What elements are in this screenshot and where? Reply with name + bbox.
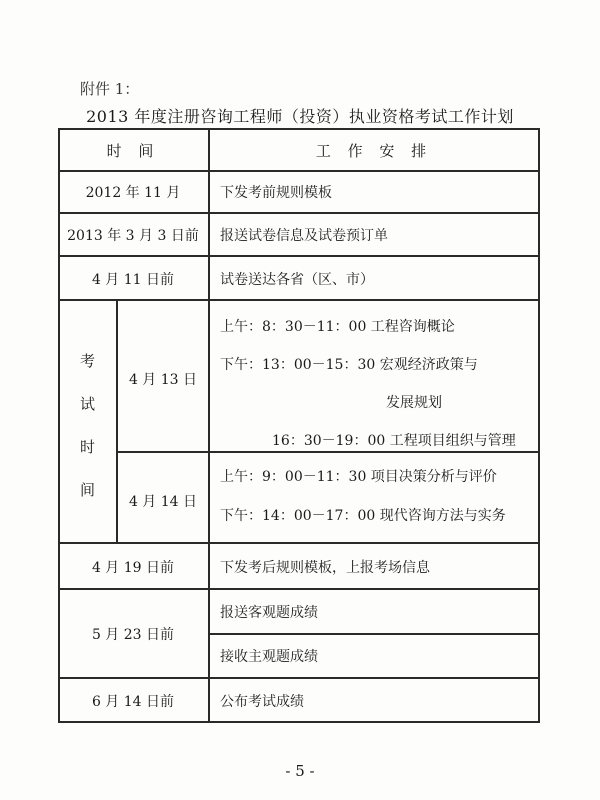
- rule-row-0523: [58, 677, 540, 679]
- rule-row1: [58, 212, 540, 214]
- row-time: 6 月 14 日前: [91, 694, 175, 710]
- exam-label-char: 时: [80, 438, 96, 456]
- header-time: 时 间: [106, 142, 160, 160]
- row-time: 5 月 23 日前: [91, 627, 175, 643]
- row-time: 4 月 19 日前: [91, 560, 175, 576]
- row-time: 2012 年 11 月: [85, 185, 181, 201]
- exam-line: 上午：8：30－11：00 工程咨询概论: [220, 319, 455, 335]
- row-work: 试卷送达各省（区、市）: [220, 272, 374, 288]
- row-time: 4 月 11 日前: [91, 272, 175, 288]
- rule-top: [58, 128, 540, 130]
- row-work: 报送客观题成绩: [220, 605, 318, 621]
- page-number: - 5 -: [285, 762, 315, 780]
- row-work: 接收主观题成绩: [220, 649, 318, 665]
- rule-row-0419: [58, 588, 540, 590]
- rule-day-split: [116, 451, 540, 453]
- row-work: 下发考前规则模板: [220, 185, 332, 201]
- rule-header: [58, 170, 540, 172]
- rule-right: [538, 128, 540, 723]
- exam-label-char: 考: [80, 352, 96, 370]
- rule-col-split: [208, 128, 210, 723]
- exam-line: 发展规划: [386, 395, 442, 411]
- row-time: 2013 年 3 月 3 日前: [67, 228, 199, 244]
- rule-row2: [58, 255, 540, 257]
- exam-label-char: 间: [80, 481, 96, 499]
- document-title: 2013 年度注册咨询工程师（投资）执业资格考试工作计划: [86, 107, 514, 126]
- rule-row-0523-split: [208, 633, 540, 635]
- exam-date: 4 月 13 日: [128, 372, 198, 388]
- rule-row3: [58, 299, 540, 301]
- rule-exam-end: [58, 542, 540, 544]
- row-work: 报送试卷信息及试卷预订单: [220, 228, 388, 244]
- exam-line: 16：30－19：00 工程项目组织与管理: [272, 433, 516, 449]
- row-work: 公布考试成绩: [220, 694, 304, 710]
- work-plan-table: [58, 128, 540, 723]
- rule-bottom: [58, 721, 540, 723]
- row-work: 下发考后规则模板，上报考场信息: [220, 560, 430, 576]
- exam-line: 上午：9：00－11：30 项目决策分析与评价: [220, 469, 497, 485]
- attachment-label: 附件 1：: [80, 80, 140, 98]
- exam-label-char: 试: [80, 395, 96, 413]
- exam-line: 下午：14：00－17：00 现代咨询方法与实务: [220, 508, 506, 524]
- header-work: 工 作 安 排: [315, 142, 433, 160]
- exam-date: 4 月 14 日: [128, 494, 198, 510]
- exam-line: 下午：13：00－15：30 宏观经济政策与: [220, 357, 478, 373]
